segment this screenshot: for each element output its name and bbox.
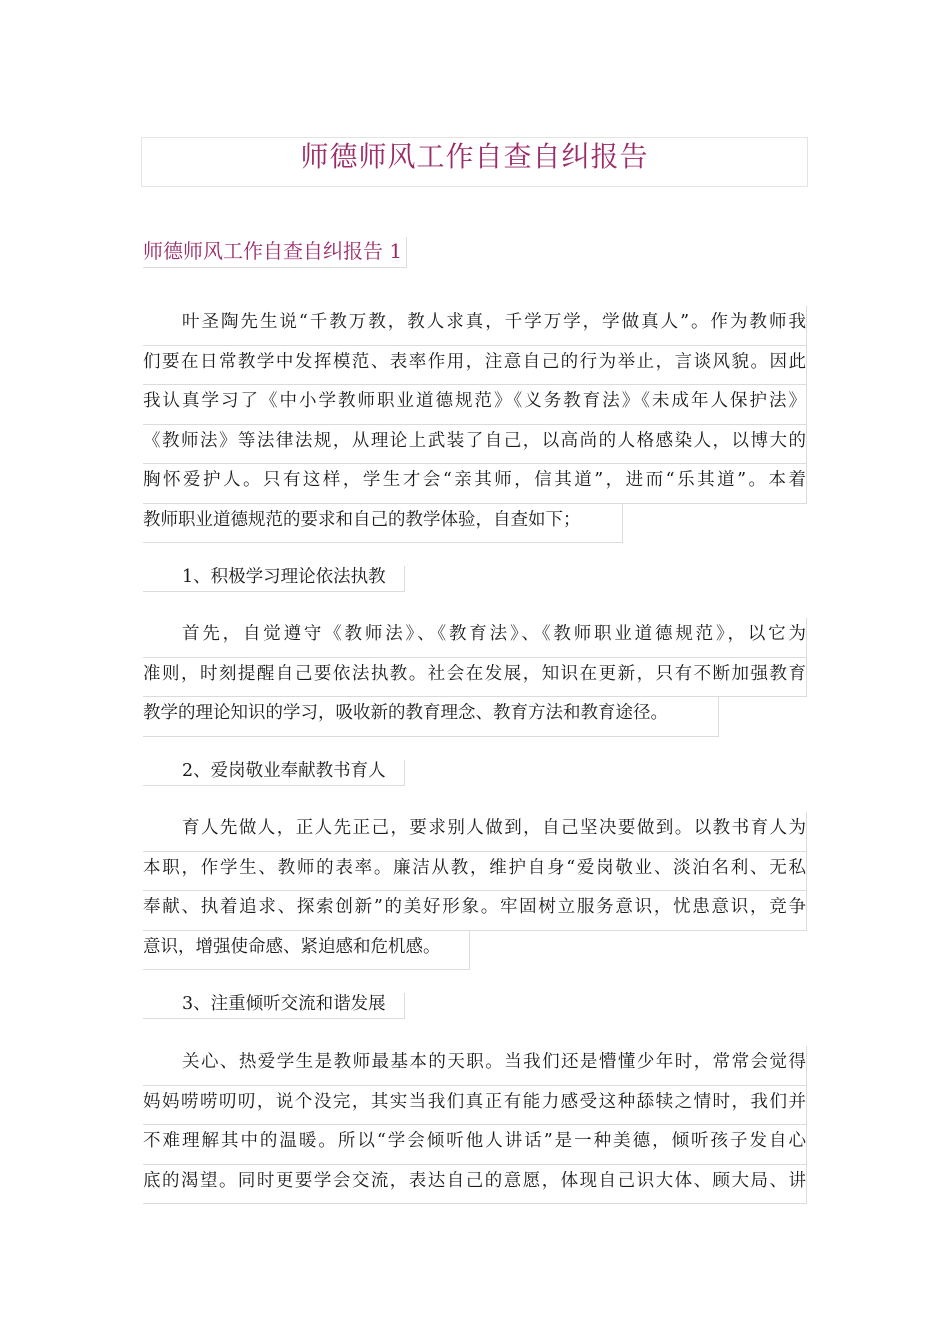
point-3-heading: 3、注重倾听交流和谐发展 (143, 993, 405, 1019)
paragraph-line: 《教师法》等法律法规，从理论上武装了自己，以高尚的人格感染人，以博大的 (143, 425, 807, 465)
point-2-paragraph (143, 812, 807, 970)
point-3-paragraph (143, 1046, 807, 1204)
paragraph-line: 准则，时刻提醒自己要依法执教。社会在发展，知识在更新，只有不断加强教育 (143, 658, 807, 698)
paragraph-line: 们要在日常教学中发挥模范、表率作用，注意自己的行为举止，言谈风貌。因此 (143, 346, 807, 386)
paragraph-line: 育人先做人，正人先正己，要求别人做到，自己坚决要做到。以教书育人为 (143, 812, 807, 852)
paragraph-line: 叶圣陶先生说“千教万教，教人求真，千学万学，学做真人”。作为教师我 (143, 306, 807, 346)
paragraph-line: 关心、热爱学生是教师最基本的天职。当我们还是懵懂少年时，常常会觉得 (143, 1046, 807, 1086)
point-1-paragraph (143, 618, 807, 737)
paragraph-line: 我认真学习了《中小学教师职业道德规范》《义务教育法》《未成年人保护法》 (143, 385, 807, 425)
paragraph-line: 胸怀爱护人。只有这样，学生才会“亲其师，信其道”，进而“乐其道”。本着 (143, 464, 807, 504)
document-title-box (141, 137, 808, 187)
paragraph-line: 教师职业道德规范的要求和自己的教学体验，自查如下； (143, 504, 623, 544)
point-1-heading: 1、积极学习理论依法执教 (143, 566, 405, 592)
document-title: 师德师风工作自查自纠报告 (300, 140, 649, 173)
paragraph-line: 奉献、执着追求、探索创新”的美好形象。牢固树立服务意识，忧患意识，竞争 (143, 891, 807, 931)
paragraph-line: 教学的理论知识的学习，吸收新的教育理念、教育方法和教育途径。 (143, 697, 719, 737)
intro-paragraph (143, 306, 807, 543)
paragraph-line: 妈妈唠唠叨叨，说个没完，其实当我们真正有能力感受这种舔犊之情时，我们并 (143, 1086, 807, 1126)
paragraph-line: 本职，作学生、教师的表率。廉洁从教，维护自身“爱岗敬业、淡泊名利、无私 (143, 852, 807, 892)
paragraph-line: 底的渴望。同时更要学会交流，表达自己的意愿，体现自己识大体、顾大局、讲 (143, 1165, 807, 1205)
section-heading: 师德师风工作自查自纠报告 1 (143, 237, 407, 268)
paragraph-line: 不难理解其中的温暖。所以“学会倾听他人讲话”是一种美德，倾听孩子发自心 (143, 1125, 807, 1165)
paragraph-line: 首先，自觉遵守《教师法》、《教育法》、《教师职业道德规范》，以它为 (143, 618, 807, 658)
paragraph-line: 意识，增强使命感、紧迫感和危机感。 (143, 931, 470, 971)
point-2-heading: 2、爱岗敬业奉献教书育人 (143, 760, 405, 786)
